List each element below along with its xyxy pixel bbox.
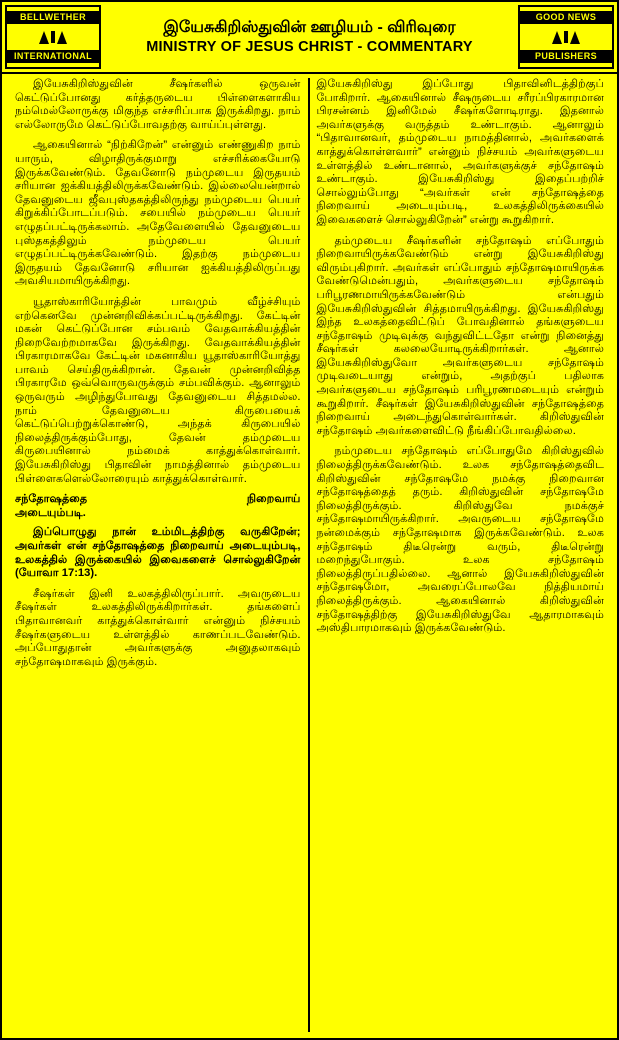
paragraph: நம்முடைய சந்தோஷம் எப்போதுமே கிறிஸ்துவில் நிலைத்திருக்கவேண்டும். உலக சந்தோஷத்தைவிட கிறிஸ்துவின் சந்தோஷமே நமக்கு நிறைவான சந்தோஷத்தைத் தரும். கிறிஸ்துவின் சந்தோஷமே நிலைத்திருக்கும். கிறிஸ்துவே நமக்குச் சந்தோஷமாயிருக்கிறார். அவருடைய சந்தோஷமே நன்மைக்கும் சந்தோஷமாக இருக்கவேண்டும். உலக சந்தோஷம் திடீரென்று வரும், திடீரென்று மறைந்துபோகும். உலக சந்தோஷம் நிலைத்திருப்பதில்லை. ஆனால் இயேசுகிறிஸ்துவின் சந்தோஷமோ, அவரைப்போலவே நித்தியமாய் நிலைத்திருக்கும். ஆகையினால் கிறிஸ்துவின் சந்தோஷத்திற்கு இயேசுகிறிஸ்துவே ஆதாரமாகவும் அஸ்திபாரமாகவும் இருக்கவேண்டும். bbox=[316, 445, 604, 635]
title-english: MINISTRY OF JESUS CHRIST - COMMENTARY bbox=[146, 38, 473, 55]
paragraph: தம்முடைய சீஷர்களின் சந்தோஷம் எப்போதும் நிறைவாயிருக்கவேண்டும் என்று இயேசுகிறிஸ்து விரும்புகிறார். அவர்கள் எப்போதும் சந்தோஷமாயிருக்க வேண்டுமென்பதும், அவர்களுடைய சந்தோஷம் பரிபூரணமாயிருக்கவேண்டும் என்பதும் இயேசுகிறிஸ்துவின் சித்தமாயிருக்கிறது. இயேசுகிறிஸ்து இந்த உலகத்தைவிட்டுப் போவதினால் தங்களுடைய சந்தோஷம் முடிவுக்கு வந்துவிட்டதோ என்று நினைத்து சீஷர்கள் கலலையோடிருக்கிறார்கள். ஆனால் இயேசுகிறிஸ்துவோ அவர்களுடைய சந்தோஷம் முடிவடையாது என்றும், அதற்குப் பதிலாக அவர்களுடைய சந்தோஷம் பரிபூரணமடையும் என்றும் கூறுகிறார். சீஷர்கள் இயேசுகிறிஸ்துவின் சந்தோஷத்தை நிறைவாய் அடைந்துகொள்வார்கள். கிறிஸ்துவின் சந்தோஷம் அவர்களைவிட்டு நீங்கிப்போவதில்லை. bbox=[316, 234, 604, 437]
paragraph: ஆகையினால் “நிற்கிறேன்” என்னும் எண்ணுகிற நாம் யாரும், விழாதிருக்குமாறு எச்சரிக்கையோடு இருக்கவேண்டும். தேவனோடு நம்முடைய இருதயம் சரியான ஐக்கியத்திலிருக்கவேண்டும். இல்லையென்றால் தேவனுடைய ஜீவபுஸ்தகத்திலிருந்து நம்முடைய பெயர் கிறுக்கிப்போடப்படும். சபையில் நம்முடைய பெயர் எழுதப்பட்டிருக்கலாம். அதேவேளையில் தேவனுடைய புஸ்தகத்திலும் நம்முடைய பெயர் எழுதப்பட்டிருக்கவேண்டும். இதற்கு நம்முடைய இருதயம் தேவனோடு சரியான ஐக்கியத்திலிருப்பது அவசியமாயிருக்கிறது. bbox=[15, 139, 301, 288]
logo-bottom-text: PUBLISHERS bbox=[520, 50, 612, 63]
logo-top-text: BELLWETHER bbox=[7, 11, 99, 24]
logo-good-news-publishers bbox=[518, 5, 614, 69]
article-body bbox=[2, 74, 617, 1038]
scripture-quote: இப்பொழுது நான் உம்மிடத்திற்கு வருகிறேன்; அவர்கள் என் சந்தோஷத்தை நிறைவாய் அடையும்படி, உலகத்தில் இருக்கையில் இவைகளைச் சொல்லுகிறேன் (யோவா 17:13). bbox=[15, 526, 301, 580]
section-heading-right: நிறைவாய் bbox=[246, 493, 301, 506]
section-heading-line2: அடையும்படி. bbox=[15, 506, 86, 519]
paragraph: யூதாஸ்காரியோத்தின் பாவமும் வீழ்ச்சியும் எற்கெனவே முன்னறிவிக்கப்பட்டிருக்கிறது. கேட்டின் மகன் கெட்டுப்போன சம்பவம் வேதவாக்கியத்தின் நிறைவேற்றமாகவே இருக்கிறது. வேதவாக்கியத்தின் பிரகாரமாகவே கேட்டின் மகனாகிய யூதாஸ்காரியோத்து பாவம் செய்திருக்கிறான். தேவன் முன்னறிவித்த பிரகாரமே ஒவ்வொருவருக்கும் சம்பவிக்கும். ஆனாலும் ஒருவரும் அழிந்துபோவது தேவனுடைய சித்தமல்ல. நாம் தேவனுடைய கிருபையைக் கெட்டுப்பெற்றுக்கொண்டு, அந்தக் கிருபையில் நிலைத்திருக்கும்போது, தேவன் தம்முடைய கிருபையினால் நம்மைக் காத்துக்கொள்வார். இயேசுகிறிஸ்து பிதாவின் நாமத்தினால் தம்முடைய பிள்ளைகளெல்லோரையும் காத்துக்கொள்வார். bbox=[15, 295, 301, 485]
title-tamil: இயேசுகிறிஸ்துவின் ஊழியம் - விரிவுரை bbox=[163, 18, 456, 36]
logo-bottom-text: INTERNATIONAL bbox=[7, 50, 99, 63]
page-header bbox=[2, 2, 617, 74]
page-title bbox=[104, 2, 515, 72]
paragraph: இயேசுகிறிஸ்துவின் சீஷர்களில் ஒருவன் கெட்டுப்போனது கர்த்தருடைய பிள்ளைகளாகிய நம்மெல்லோருக்கு மிகுந்த எச்சரிப்பாக இருக்கிறது. நாம் எல்லோருமே கெட்டுப்போவதற்கு வாய்ப்புள்ளது. bbox=[15, 78, 301, 131]
left-column bbox=[8, 78, 310, 1032]
paragraph: சீஷர்கள் இனி உலகத்திலிருப்பார். அவருடைய சீஷர்கள் உலகத்திலிருக்கிறார்கள். தங்களைப் பிதாவானவர் காத்துக்கொள்வார் என்னும் நிச்சயம் சீஷர்களுடைய உள்ளத்தில் காணப்படவேண்டும். அப்போதுதான் அவர்களுக்கு அனுதலாகவும் சந்தோஷமாகவும் இருக்கும். bbox=[15, 587, 301, 668]
logo-top-text: GOOD NEWS bbox=[520, 11, 612, 24]
logo-bellwether-international bbox=[5, 5, 101, 69]
section-heading-left: சந்தோஷத்தை bbox=[15, 493, 88, 506]
torch-icon bbox=[520, 24, 612, 50]
paragraph: இயேசுகிறிஸ்து இப்போது பிதாவினிடத்திற்குப் போகிறார். ஆகையினால் சீஷருடைய சரீரப்பிரகாரமான பிரசன்னம் இனிமேல் சீஷர்களோடிராது. இதனால் அவர்களுக்கு வருத்தம் உண்டாகும். ஆனாலும் “பிதாவானவர், தம்முடைய நாமத்தினால், அவர்களைக் காத்துக்கொள்ளவார்” என்னும் நிச்சயம் அவர்களுடைய உள்ளத்தில் உண்டானால், அவர்களுக்குச் சந்தோஷம் உண்டாகும். இயேசுகிறிஸ்து இதைப்பற்றிச் சொல்லும்போது “அவர்கள் என் சந்தோஷத்தை நிறைவாய் அடையும்படி, உலகத்திலிருக்கையில் இவைகளைச் சொல்லுகிறேன்” என்று கூறுகிறார். bbox=[316, 78, 604, 226]
torch-icon bbox=[7, 24, 99, 50]
right-column bbox=[310, 78, 612, 1032]
section-heading bbox=[15, 493, 301, 520]
